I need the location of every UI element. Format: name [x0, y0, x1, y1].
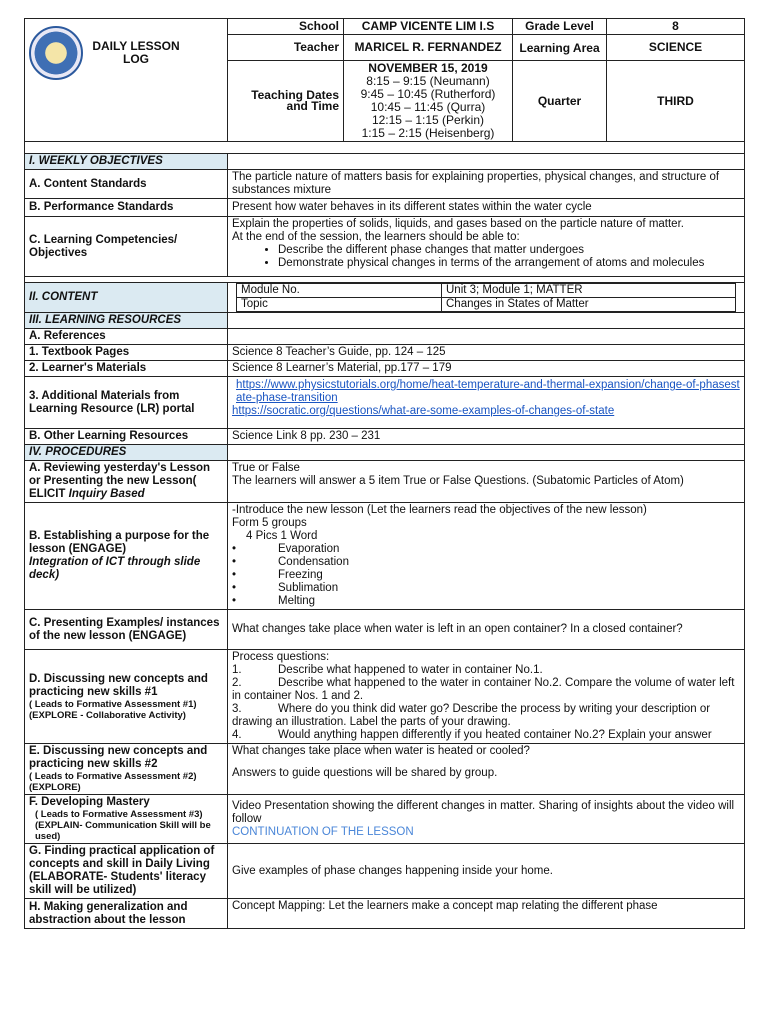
question-text: Would anything happen differently if you heated container No.2? Explain your answer: [278, 729, 712, 741]
word-list: [232, 543, 740, 608]
list-item: • Describe the different phase changes that matter undergoes: [278, 244, 740, 257]
quarter-label: Quarter: [513, 61, 607, 142]
area-value: SCIENCE: [607, 35, 745, 61]
process-question: [232, 664, 740, 677]
word-item: Melting: [278, 595, 316, 607]
topic-label: Topic: [237, 298, 442, 312]
document-title: DAILY LESSON LOG: [92, 39, 180, 66]
other-resources-label: B. Other Learning Resources: [25, 429, 228, 445]
procedure-b-line: Form 5 groups: [232, 517, 307, 529]
procedure-a-value: [228, 461, 745, 503]
procedure-e-value: [228, 744, 745, 795]
module-value: Unit 3; Module 1; MATTER: [442, 284, 736, 298]
procedure-a-line: The learners will answer a 5 item True or False Questions. (Subatomic Particles of Atom): [232, 475, 684, 487]
additional-materials-value: [228, 377, 745, 429]
header-logo-cell: [25, 19, 228, 142]
other-resources-value: Science Link 8 pp. 230 – 231: [228, 429, 745, 445]
procedure-e-label: [25, 744, 228, 795]
procedure-f-label: [25, 795, 228, 844]
procedure-f-line: Video Presentation showing the different changes in matter. Sharing of insights about the video will follow: [232, 799, 735, 825]
performance-standards-label: B. Performance Standards: [25, 199, 228, 217]
dates-value: [344, 61, 513, 142]
procedure-e-line: What changes take place when water is heated or cooled?: [232, 745, 530, 757]
lesson-log-document: [24, 18, 744, 929]
list-item: • Sublimation: [232, 582, 339, 594]
resource-link-socratic[interactable]: https://socratic.org/questions/what-are-some-examples-of-changes-of-state: [232, 405, 615, 417]
procedure-d-label-text: D. Discussing new concepts and practicing new skills #1: [29, 672, 208, 698]
procedure-b-label-italic: Integration of ICT through slide deck): [29, 556, 201, 581]
procedure-a-label: [25, 461, 228, 503]
textbook-label: 1. Textbook Pages: [25, 345, 228, 361]
module-label: Module No.: [237, 284, 442, 298]
procedure-a-label-italic: Inquiry Based: [68, 488, 145, 500]
lesson-log-table: [24, 18, 745, 929]
textbook-value: Science 8 Teacher’s Guide, pp. 124 – 125: [228, 345, 745, 361]
question-number: 4.: [232, 729, 242, 741]
procedure-h-label: H. Making generalization and abstraction about the lesson: [25, 899, 228, 929]
procedure-d-sub: ( Leads to Formative Assessment #1) (EXPLORE - Collaborative Activity): [29, 698, 197, 721]
word-item: Condensation: [278, 556, 349, 568]
process-questions-intro: Process questions:: [232, 651, 330, 663]
time-line: 10:45 – 11:45 (Qurra): [370, 100, 486, 114]
learner-materials-label: 2. Learner's Materials: [25, 361, 228, 377]
references-label: A. References: [25, 329, 228, 345]
procedure-a-line: True or False: [232, 462, 300, 474]
procedure-d-value: [228, 650, 745, 744]
process-question: [232, 677, 740, 703]
competencies-intro2: At the end of the session, the learners should be able to:: [232, 231, 520, 243]
section-content: II. CONTENT: [25, 283, 228, 313]
procedure-b-value: [228, 503, 745, 610]
question-number: 2.: [232, 677, 242, 689]
section-learning-resources: III. LEARNING RESOURCES: [25, 313, 228, 329]
procedure-d-label: [25, 650, 228, 744]
competencies-list: [232, 244, 740, 270]
procedure-c-value: What changes take place when water is left in an open container? In a closed container?: [228, 610, 745, 650]
teacher-label: Teacher: [228, 35, 344, 61]
question-text: Where do you think did water go? Describe the process by writing your description or drawing an illustration. Label the parts of your drawing.: [232, 703, 711, 728]
section-weekly-objectives: I. WEEKLY OBJECTIVES: [25, 154, 228, 170]
question-text: Describe what happened to the water in container No.2. Compare the volume of water left in container Nos. 1 and 2.: [232, 677, 735, 702]
procedure-e-sub: ( Leads to Formative Assessment #2) (EXPLORE): [29, 771, 197, 793]
list-item: • Demonstrate physical changes in terms of the arrangement of atoms and molecules: [278, 257, 740, 270]
quarter-value: THIRD: [607, 61, 745, 142]
performance-standards-value: Present how water behaves in its different states within the water cycle: [228, 199, 745, 217]
time-line: 9:45 – 10:45 (Rutherford): [360, 87, 496, 101]
module-table: [236, 283, 736, 312]
procedure-a-label-text: A. Reviewing yesterday's Lesson or Presenting the new Lesson( ELICIT: [29, 462, 211, 500]
procedure-f-value: [228, 795, 745, 844]
competencies-intro: Explain the properties of solids, liquids, and gases based on the particle nature of matter.: [232, 218, 684, 230]
teacher-value: MARICEL R. FERNANDEZ: [344, 35, 513, 61]
list-item: • Evaporation: [232, 543, 340, 555]
question-number: 1.: [232, 664, 242, 676]
empty-cell: [228, 154, 745, 170]
additional-materials-label: 3. Additional Materials from Learning Resource (LR) portal: [25, 377, 228, 429]
content-module-cell: [228, 283, 745, 313]
dates-label: Teaching Dates and Time: [228, 61, 344, 142]
procedure-g-label: G. Finding practical application of concepts and skill in Daily Living (ELABORATE- Students' literacy skill will be utilized): [25, 844, 228, 899]
procedure-b-label: [25, 503, 228, 610]
question-text: Describe what happened to water in container No.1.: [278, 664, 543, 676]
date-line: NOVEMBER 15, 2019: [368, 61, 488, 75]
procedure-c-label: C. Presenting Examples/ instances of the new lesson (ENGAGE): [25, 610, 228, 650]
resource-link-physicstutorials[interactable]: https://www.physicstutorials.org/home/heat-temperature-and-thermal-expansion/change-of-phasestate-phase-transition: [236, 379, 740, 404]
word-item: Evaporation: [278, 543, 340, 555]
process-question: [232, 729, 740, 742]
procedure-e-label-text: E. Discussing new concepts and practicing new skills #2: [29, 745, 208, 770]
question-number: 3.: [232, 703, 242, 715]
grade-value: 8: [607, 19, 745, 35]
time-line: 12:15 – 1:15 (Perkin): [371, 113, 485, 127]
procedure-g-value: Give examples of phase changes happening inside your home.: [228, 844, 745, 899]
spacer-row: [25, 142, 745, 154]
time-line: 8:15 – 9:15 (Neumann): [366, 74, 490, 88]
section-procedures: IV. PROCEDURES: [25, 445, 228, 461]
topic-value: Changes in States of Matter: [442, 298, 736, 312]
procedure-f-label-text: F. Developing Mastery: [29, 796, 150, 808]
procedure-b-line: 4 Pics 1 Word: [246, 530, 318, 542]
competencies-value: [228, 217, 745, 277]
process-question: [232, 703, 740, 729]
procedure-f-continuation: CONTINUATION OF THE LESSON: [232, 825, 414, 838]
empty-cell: [228, 313, 745, 329]
content-standards-label: A. Content Standards: [25, 170, 228, 199]
word-item: Freezing: [278, 569, 323, 581]
competencies-label: C. Learning Competencies/ Objectives: [25, 217, 228, 277]
grade-label: Grade Level: [513, 19, 607, 35]
procedure-b-label-text: B. Establishing a purpose for the lesson (ENGAGE): [29, 530, 210, 555]
area-label: Learning Area: [513, 35, 607, 61]
learner-materials-value: Science 8 Learner’s Material, pp.177 – 179: [228, 361, 745, 377]
empty-cell: [228, 329, 745, 345]
list-item: • Freezing: [232, 569, 323, 581]
procedure-f-sub: ( Leads to Formative Assessment #3) (EXPLAIN- Communication Skill will be used): [35, 809, 211, 842]
school-value: CAMP VICENTE LIM I.S: [344, 19, 513, 35]
procedure-b-line: -Introduce the new lesson (Let the learners read the objectives of the new lesson): [232, 504, 647, 516]
procedure-h-value: Concept Mapping: Let the learners make a concept map relating the different phase: [228, 899, 745, 929]
list-item: • Condensation: [232, 556, 349, 568]
procedure-e-line: Answers to guide questions will be shared by group.: [232, 767, 498, 779]
content-standards-value: The particle nature of matters basis for explaining properties, physical changes, and structure of substances mixture: [228, 170, 745, 199]
list-item: • Melting: [232, 595, 316, 607]
word-item: Sublimation: [278, 582, 339, 594]
empty-cell: [228, 445, 745, 461]
deped-seal-icon: [29, 26, 83, 80]
time-line: 1:15 – 2:15 (Heisenberg): [361, 126, 495, 140]
school-label: School: [228, 19, 344, 35]
